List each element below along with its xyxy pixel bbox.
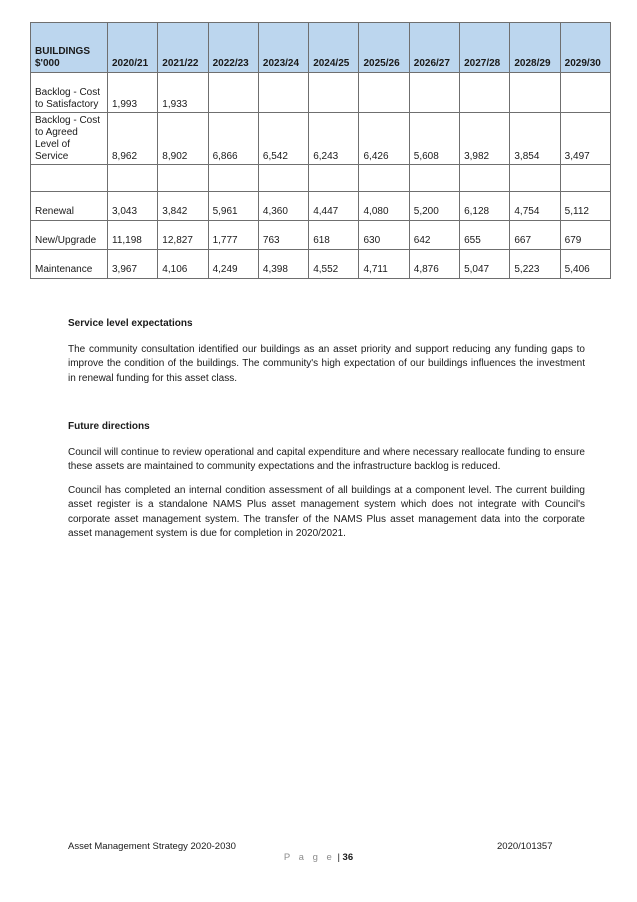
table-row-empty (31, 165, 611, 192)
table-cell (460, 73, 510, 113)
header-cell: 2027/28 (460, 23, 510, 73)
header-cell: 2026/27 (409, 23, 459, 73)
table-cell: 12,827 (158, 221, 208, 250)
table-cell: 4,711 (359, 250, 409, 279)
table-cell (510, 73, 560, 113)
table-cell: 6,128 (460, 192, 510, 221)
table-cell: 4,754 (510, 192, 560, 221)
table-cell (258, 165, 308, 192)
table-cell (560, 165, 610, 192)
table-row (31, 113, 611, 165)
table-cell (359, 165, 409, 192)
table-cell: 8,902 (158, 113, 208, 165)
header-cell: 2024/25 (309, 23, 359, 73)
table-cell: 11,198 (108, 221, 158, 250)
future-directions-section (68, 420, 585, 542)
table-cell: 1,933 (158, 73, 208, 113)
table-cell: 5,047 (460, 250, 510, 279)
table-cell: 4,080 (359, 192, 409, 221)
table-cell: 1,993 (108, 73, 158, 113)
table-cell: 642 (409, 221, 459, 250)
table-cell: 3,967 (108, 250, 158, 279)
table-cell (208, 73, 258, 113)
table-row (31, 221, 611, 250)
table-cell: 4,360 (258, 192, 308, 221)
table-cell: 3,497 (560, 113, 610, 165)
table-row (31, 73, 611, 113)
table-row (31, 250, 611, 279)
table-cell (359, 73, 409, 113)
header-cell: 2022/23 (208, 23, 258, 73)
table-cell: 6,243 (309, 113, 359, 165)
table-cell (409, 165, 459, 192)
footer-left: Asset Management Strategy 2020-2030 (68, 841, 236, 852)
table-cell (108, 165, 158, 192)
table-cell: 5,200 (409, 192, 459, 221)
table-cell: 655 (460, 221, 510, 250)
header-cell: 2021/22 (158, 23, 208, 73)
page-number-value: 36 (342, 852, 354, 863)
table-cell: 3,043 (108, 192, 158, 221)
table-cell: 763 (258, 221, 308, 250)
table-cell: 4,876 (409, 250, 459, 279)
table-cell: 1,777 (208, 221, 258, 250)
table-cell (560, 73, 610, 113)
table-cell (309, 165, 359, 192)
header-cell: 2029/30 (560, 23, 610, 73)
section-heading: Service level expectations (68, 318, 193, 329)
table-cell: 5,112 (560, 192, 610, 221)
footer-right: 2020/101357 (497, 841, 553, 852)
table-cell (208, 165, 258, 192)
table-header-row (31, 23, 611, 73)
table-cell: 6,542 (258, 113, 308, 165)
table-cell: 4,249 (208, 250, 258, 279)
table-cell (510, 165, 560, 192)
table-cell: 8,962 (108, 113, 158, 165)
header-cell: 2025/26 (359, 23, 409, 73)
row-label: Backlog - Cost to Satisfactory (31, 73, 108, 113)
table-cell: 3,982 (460, 113, 510, 165)
table-cell (460, 165, 510, 192)
table-row (31, 192, 611, 221)
table-cell: 667 (510, 221, 560, 250)
buildings-table (30, 22, 611, 279)
table-cell (309, 73, 359, 113)
table-cell: 3,854 (510, 113, 560, 165)
table-cell (258, 73, 308, 113)
table-cell: 4,447 (309, 192, 359, 221)
table-cell (409, 73, 459, 113)
service-level-section (68, 317, 585, 386)
table-cell: 4,398 (258, 250, 308, 279)
paragraph: The community consultation identified our buildings as an asset priority and support reducing any funding gaps to improve the condition of the buildings. The community's high expectation of our buildings influences the investment in renewal funding for this asset class. (68, 343, 585, 384)
row-label: Backlog - Cost to Agreed Level of Service (31, 113, 108, 165)
table-cell: 4,106 (158, 250, 208, 279)
header-cell: 2028/29 (510, 23, 560, 73)
table-cell (31, 165, 108, 192)
table-cell: 6,866 (208, 113, 258, 165)
table-cell: 5,406 (560, 250, 610, 279)
paragraph: Council will continue to review operational and capital expenditure and where necessary reallocate funding to ensure these assets are maintained to community expectations and the infrastructure backlog is reduced. (68, 446, 585, 472)
table-cell: 6,426 (359, 113, 409, 165)
table-cell: 5,608 (409, 113, 459, 165)
table-cell: 618 (309, 221, 359, 250)
table-cell: 630 (359, 221, 409, 250)
table-cell: 4,552 (309, 250, 359, 279)
header-cell: 2023/24 (258, 23, 308, 73)
page-separator: | (337, 852, 340, 863)
row-label: New/Upgrade (31, 221, 108, 250)
table-cell: 5,223 (510, 250, 560, 279)
row-label: Renewal (31, 192, 108, 221)
page-label: P a g e (283, 852, 335, 863)
page-number (0, 852, 637, 863)
header-cell: 2020/21 (108, 23, 158, 73)
header-cell: BUILDINGS $'000 (31, 23, 108, 73)
paragraph: Council has completed an internal condition assessment of all buildings at a component level. The current building asset register is a standalone NAMS Plus asset management system which does not integrate with Council's corporate asset management system. The transfer of the NAMS Plus asset management data into the corporate asset management system is due for completion in 2020/2021. (68, 484, 585, 539)
table-cell: 679 (560, 221, 610, 250)
row-label: Maintenance (31, 250, 108, 279)
table-cell: 3,842 (158, 192, 208, 221)
section-heading: Future directions (68, 421, 150, 432)
table-cell: 5,961 (208, 192, 258, 221)
table-cell (158, 165, 208, 192)
